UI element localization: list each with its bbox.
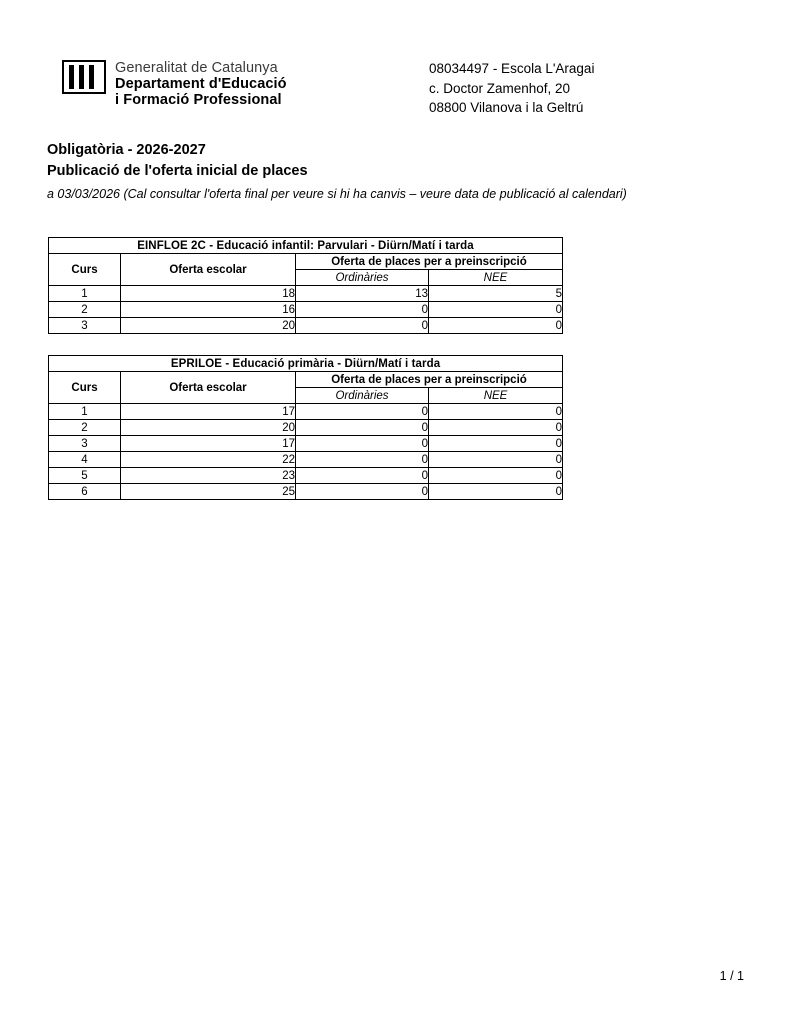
cell-curs: 2 — [49, 302, 121, 318]
cell-ordinaries: 0 — [296, 318, 429, 334]
generalitat-logo — [62, 60, 287, 109]
header-nee: NEE — [429, 388, 563, 404]
title-publication: Publicació de l'oferta inicial de places — [47, 163, 308, 180]
school-address: c. Doctor Zamenhof, 20 — [429, 80, 571, 96]
cell-curs: 6 — [49, 484, 121, 500]
logo-line-departament: Departament d'Educació — [115, 76, 287, 93]
table-row — [49, 436, 563, 452]
cell-curs: 2 — [49, 420, 121, 436]
logo-line-formacio: i Formació Professional — [115, 92, 282, 109]
cell-nee: 0 — [429, 404, 563, 420]
cell-nee: 0 — [429, 318, 563, 334]
school-city: 08800 Vilanova i la Geltrú — [429, 100, 584, 116]
cell-oferta-escolar: 20 — [121, 420, 296, 436]
header-curs: Curs — [49, 254, 121, 286]
header-oferta-preinscripcio: Oferta de places per a preinscripció — [296, 372, 563, 388]
header-curs: Curs — [49, 372, 121, 404]
title-note — [47, 187, 747, 201]
table-row — [49, 452, 563, 468]
table-row — [49, 286, 563, 302]
cell-nee: 0 — [429, 436, 563, 452]
cell-oferta-escolar: 20 — [121, 318, 296, 334]
table-row — [49, 484, 563, 500]
table-header-row — [49, 372, 563, 388]
page-number: 1 / 1 — [719, 969, 744, 983]
cell-ordinaries: 0 — [296, 468, 429, 484]
cell-ordinaries: 0 — [296, 404, 429, 420]
cell-ordinaries: 13 — [296, 286, 429, 302]
cell-curs: 1 — [49, 404, 121, 420]
table-row — [49, 420, 563, 436]
cell-nee: 0 — [429, 484, 563, 500]
table-header-row — [49, 254, 563, 270]
header-oferta-escolar: Oferta escolar — [121, 254, 296, 286]
table-title-eprilo: EPRILOE - Educació primària - Diürn/Matí i tarda — [49, 356, 563, 372]
page-title — [47, 140, 747, 201]
logo-line-generalitat: Generalitat de Catalunya — [115, 60, 278, 76]
cell-curs: 3 — [49, 318, 121, 334]
cell-ordinaries: 0 — [296, 302, 429, 318]
school-name: 08034497 - Escola L'Aragai — [429, 61, 595, 76]
table-title-row — [49, 238, 563, 254]
cell-nee: 0 — [429, 420, 563, 436]
cell-oferta-escolar: 25 — [121, 484, 296, 500]
cell-nee: 0 — [429, 468, 563, 484]
cell-nee: 0 — [429, 452, 563, 468]
school-identification — [429, 59, 594, 118]
title-note-text: (Cal consultar l'oferta final per veure si hi ha canvis – veure data de publicació al calendari) — [123, 187, 627, 202]
cell-curs: 3 — [49, 436, 121, 452]
table-row — [49, 318, 563, 334]
title-stage-year: Obligatòria - 2026-2027 — [47, 142, 206, 158]
cell-oferta-escolar: 23 — [121, 468, 296, 484]
cell-nee: 0 — [429, 302, 563, 318]
header-ordinaries: Ordinàries — [296, 270, 429, 286]
cell-ordinaries: 0 — [296, 420, 429, 436]
cell-oferta-escolar: 17 — [121, 436, 296, 452]
title-note-date: a 03/03/2026 — [47, 187, 120, 202]
cell-curs: 1 — [49, 286, 121, 302]
logo-text-block — [115, 60, 287, 109]
table-row — [49, 404, 563, 420]
cell-oferta-escolar: 17 — [121, 404, 296, 420]
table-einfloe — [48, 237, 563, 334]
cell-nee: 5 — [429, 286, 563, 302]
cell-oferta-escolar: 18 — [121, 286, 296, 302]
table-row — [49, 468, 563, 484]
header-ordinaries: Ordinàries — [296, 388, 429, 404]
cell-curs: 4 — [49, 452, 121, 468]
generalitat-catalunya-shield-icon — [62, 60, 106, 94]
cell-ordinaries: 0 — [296, 484, 429, 500]
table-title-row — [49, 356, 563, 372]
header-oferta-preinscripcio: Oferta de places per a preinscripció — [296, 254, 563, 270]
table-title-einfloe: EINFLOE 2C - Educació infantil: Parvulari - Diürn/Matí i tarda — [49, 238, 563, 254]
cell-curs: 5 — [49, 468, 121, 484]
cell-ordinaries: 0 — [296, 452, 429, 468]
table-row — [49, 302, 563, 318]
table-eprilo — [48, 355, 563, 500]
cell-oferta-escolar: 22 — [121, 452, 296, 468]
document-header — [0, 55, 791, 115]
offer-table-eprilo — [48, 355, 562, 500]
header-oferta-escolar: Oferta escolar — [121, 372, 296, 404]
offer-table-einfloe — [48, 237, 562, 334]
cell-oferta-escolar: 16 — [121, 302, 296, 318]
cell-ordinaries: 0 — [296, 436, 429, 452]
header-nee: NEE — [429, 270, 563, 286]
